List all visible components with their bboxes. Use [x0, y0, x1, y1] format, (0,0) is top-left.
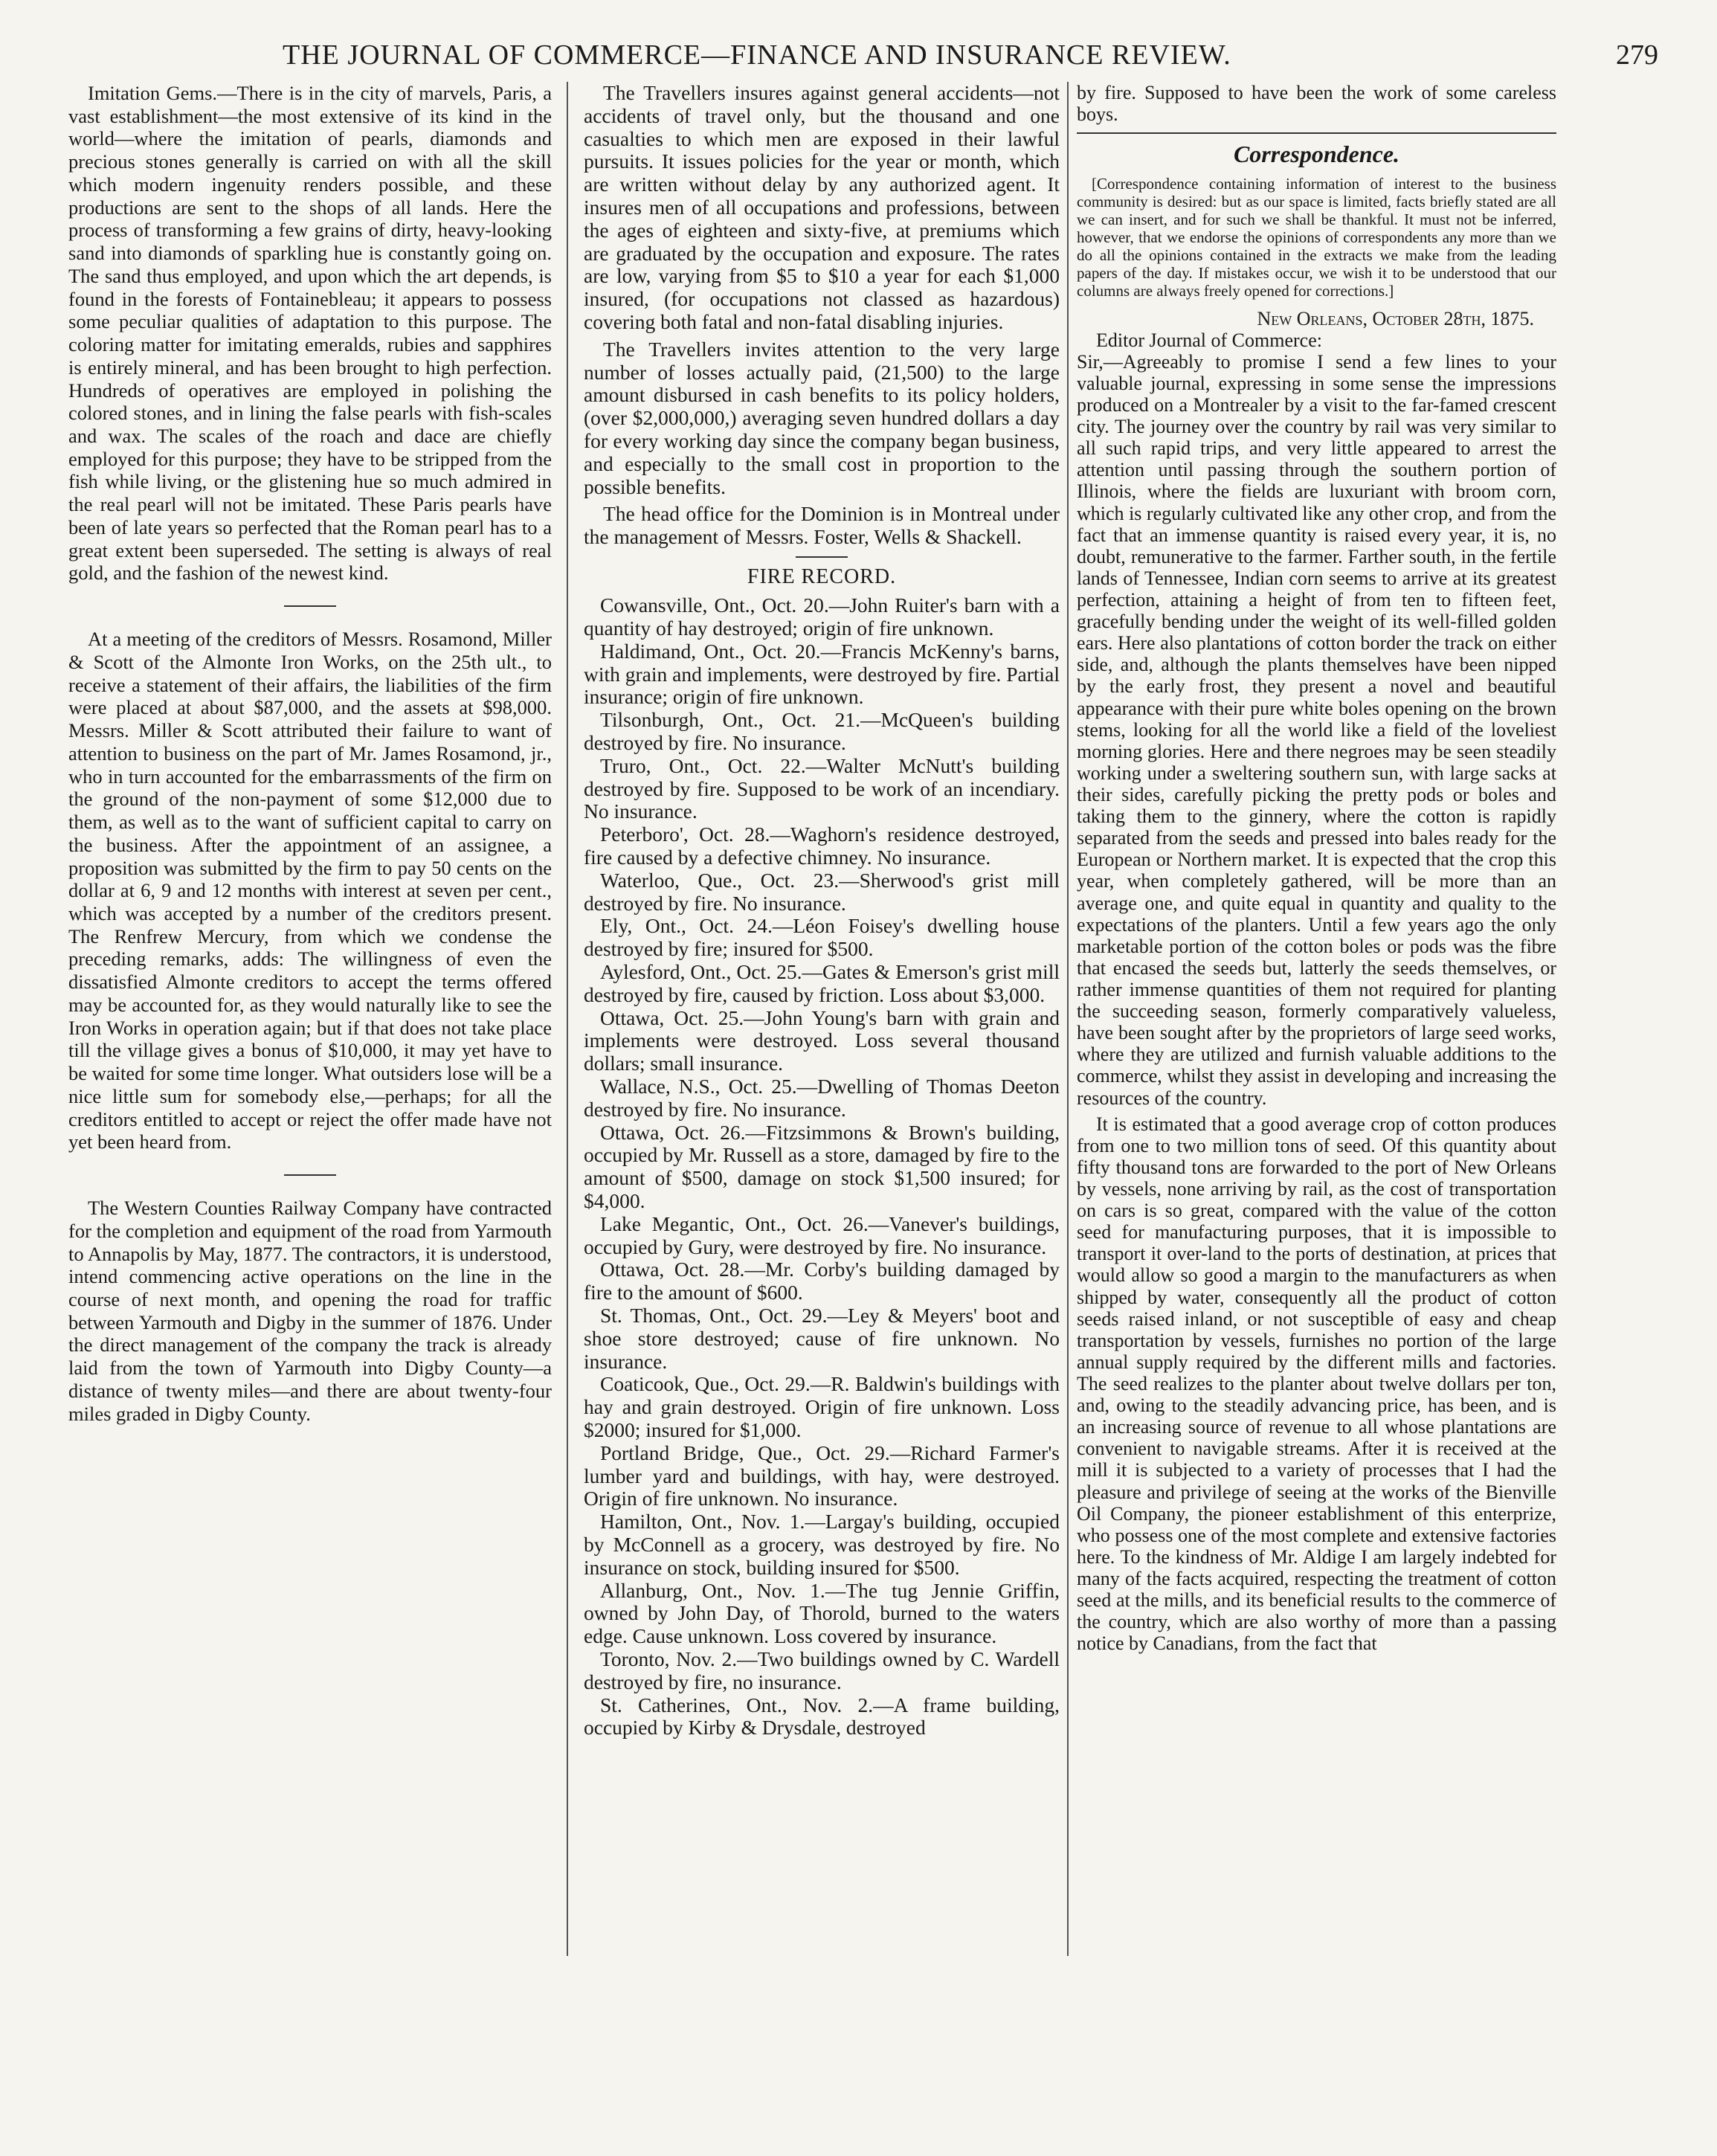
fire-record-item: Ottawa, Oct. 28.—Mr. Corby's building damaged by fire to the amount of $600. [584, 1258, 1060, 1304]
fire-record-item: Waterloo, Que., Oct. 23.—Sherwood's grist mill destroyed by fire. No insurance. [584, 868, 1060, 915]
fire-record-item: Haldimand, Ont., Oct. 20.—Francis McKenny's barns, with grain and implements, were destroyed by fire. Partial insurance; origin of fire unknown. [584, 639, 1060, 709]
correspondence-title: Correspondence. [1233, 141, 1400, 168]
divider [284, 605, 336, 607]
fire-record-item: St. Catherines, Ont., Nov. 2.—A frame building, occupied by Kirby & Drysdale, destroyed [584, 1693, 1060, 1740]
article-imitation-gems: Imitation Gems.—There is in the city of marvels, Paris, a vast establishment—the most extensive of its kind in the world—where the imitation of pearls, diamonds and precious stones generally is carried on with all the skill which modern ingenuity renders possible, and these productions are sent to the shops of all lands. Here the process of transforming a few grains of dirty, heavy-looking sand into diamonds of sparkling hue is constantly going on. The sand thus employed, and upon which the art depends, is found in the forests of Fontainebleau; it appears to possess some peculiar qualities of adaptation to this purpose. The coloring matter for imitating emeralds, rubies and sapphires is entirely mineral, and has been brought to high perfection. Hundreds of operatives are employed in polishing the colored stones, and in lining the false pearls with fish-scales and wax. The scales of the roach and dace are chiefly employed for this purpose; they have to be stripped from the fish while living, or the glistening hue so much admired in the real pearl will not be imitated. These Paris pearls have been of late years so perfected that the Roman pearl has to a great extent been superseded. The setting is always of real gold, and the fashion of the newest kind. [68, 82, 552, 585]
divider [796, 556, 848, 558]
fire-record-item: Hamilton, Ont., Nov. 1.—Largay's building, occupied by McConnell as a grocery, was destroyed by fire. No insurance on stock, building insured for $500. [584, 1510, 1060, 1579]
column-1 [68, 82, 552, 1429]
fire-record-continuation: by fire. Supposed to have been the work of some careless boys. [1077, 82, 1556, 126]
letter-paragraph-2: It is estimated that a good average crop of cotton produces from one to two million tons of seed. Of this quantity about fifty thousand tons are forwarded to the port of New Orleans by vessels, none arriving by rail, as the cost of transportation on cars is so great, compared with the value of the cotton seed for manufacturing purposes, that it is impossible to transport it over-land to the ports of destination, at prices that would allow so good a margin to the manufacturers as when shipped by water, consequently all the product of cotton seeds raised inland, or not susceptible of easy and cheap transportation by vessels, furnishes no portion of the large annual supply required by the different mills and factories. The seed realizes to the planter about twelve dollars per ton, and, owing to the steadily advancing price, has been, and is an increasing source of revenue to all whose plantations are convenient to navigable streams. After it is received at the mill it is subjected to a variety of processes that I had the pleasure and privilege of seeing at the works of the Bienville Oil Company, the pioneer establishment of this enterprize, who possess one of the most complete and extensive factories here. To the kindness of Mr. Aldige I am largely indebted for many of the facts acquired, respecting the treatment of cotton seed at the mills, and its beneficial results to the commerce of the country, which are also worthy of more than a passing notice by Canadians, from the fact that [1077, 1113, 1556, 1655]
letter-paragraph-1: Sir,—Agreeably to promise I send a few lines to your valuable journal, expressing in some sense the impressions produced on a Montrealer by a visit to the far-famed crescent city. The journey over the country by rail was very similar to all such rapid trips, and very little appeared to arrest the attention until passing through the southern portion of Illinois, where the fields are luxuriant with broom corn, which is regularly cultivated like any other crop, and from the fact that an immense quantity is raised every year, it is, no doubt, remunerative to the farmer. Farther south, in the fertile lands of Tennessee, Indian corn seems to arrive at its greatest perfection, attaining a height of from ten to fifteen feet, gracefully bending under the weight of its well-filled golden ears. Here also plantations of cotton border the track on either side, and, although the plants themselves have been nipped by the early frost, they present a novel and beautiful appearance with their pure white boles opening on the brown stems, looking for all the world like a field of the loveliest morning glories. Here and there negroes may be seen steadily working under a sweltering southern sun, with large sacks at their sides, carefully picking the pretty pods or boles and taking them to the ginnery, where the cotton is rapidly separated from the seeds and pressed into bales ready for the European or Northern market. It is expected that the crop this year, when completely gathered, will be more than an average one, and quite equal in quantity and quality to the expectations of the planters. Until a few years ago the only marketable portion of the cotton boles or pods was the fibre that encased the seeds but, latterly the seeds themselves, or rather immense quantities of them not required for planting the succeeding season, formerly comparatively valueless, have been sought after by the proprietors of large seed works, where they are utilized and furnish valuable additions to the commerce, whilst they assist in developing and increasing the resources of the country. [1077, 350, 1556, 1109]
letter-dateline: New Orleans, October 28th, 1875. [1257, 307, 1534, 329]
fire-record-item: Lake Megantic, Ont., Oct. 26.—Vanever's buildings, occupied by Gury, were destroyed by fire. No insurance. [584, 1211, 1060, 1258]
page-number: 279 [1616, 39, 1658, 71]
fire-record-item: Ottawa, Oct. 25.—John Young's barn with grain and implements were destroyed. Loss several thousand dollars; small insurance. [584, 1005, 1060, 1075]
fire-record-item: Ottawa, Oct. 26.—Fitzsimmons & Brown's building, occupied by Mr. Russell as a store, damaged by fire to the amount of $500, damage on stock $1,500 insured; for $4,000. [584, 1120, 1060, 1213]
column-2 [584, 82, 1060, 1740]
running-head: THE JOURNAL OF COMMERCE—FINANCE AND INSURANCE REVIEW. [283, 39, 1231, 71]
column-rule-2 [1067, 82, 1069, 1956]
fire-record-title: FIRE RECORD. [747, 564, 897, 588]
article-almonte-iron-works: At a meeting of the creditors of Messrs. Rosamond, Miller & Scott of the Almonte Iron Works, on the 25th ult., to receive a statement of their affairs, the liabilities of the firm were placed at about $87,000, and the assets at $98,000. Messrs. Miller & Scott attributed their failure to want of attention to business on the part of Mr. James Rosamond, jr., who in turn accounted for the embarrassments of the firm on the ground of the non-payment of some $12,000 due to them, as well as to the want of sufficient capital to carry on the business. After the appointment of an assignee, a proposition was submitted by the firm to pay 50 cents on the dollar at 6, 9 and 12 months with interest at seven per cent., which was accepted by a number of the creditors present. The Renfrew Mercury, from which we condense the preceding remarks, adds: The willingness of even the dissatisfied Almonte creditors to accept the terms offered may be accounted for, as they would naturally like to see the Iron Works in operation again; but if that does not take place till the village gives a bonus of $10,000, it may yet have to be waited for some time longer. What outsiders lose will be a nice little sum for somebody else,—perhaps; for all the creditors entitled to accept or reject the offer made have not yet been heard from. [68, 628, 552, 1153]
letter-salutation: Editor Journal of Commerce: [1096, 329, 1322, 351]
fire-record-item: Wallace, N.S., Oct. 25.—Dwelling of Thomas Deeton destroyed by fire. No insurance. [584, 1075, 1060, 1121]
fire-record-item: Aylesford, Ont., Oct. 25.—Gates & Emerson's grist mill destroyed by fire, caused by friction. Loss about $3,000. [584, 960, 1060, 1006]
divider [284, 1174, 336, 1176]
column-3 [1077, 82, 1556, 1658]
correspondence-note: [Correspondence containing information of interest to the business community is desired: but as our space is limited, facts briefly stated are all we can insert, and for such we shall be thankful. It must not be inferred, however, that we endorse the opinions of correspondents any more than we do all the opinions contained in the extracts we make from the leading papers of the day. If mistakes occur, we wish it to be understood that our columns are always freely opened for corrections.] [1077, 175, 1556, 300]
column-rule-1 [567, 82, 568, 1956]
fire-record-item: Allanburg, Ont., Nov. 1.—The tug Jennie Griffin, owned by John Day, of Thorold, burned to the waters edge. Cause unknown. Loss covered by insurance. [584, 1578, 1060, 1648]
article-travellers-1: The Travellers insures against general accidents—not accidents of travel only, but the thousand and one casualties to which men are exposed in their lawful pursuits. It issues policies for the year or month, which are written without delay by any authorized agent. It insures men of all occupations and professions, between the ages of eighteen and sixty-five, at premiums which are graduated by the occupation and exposure. The rates are low, varying from $5 to $10 a year for each $1,000 insured, (for occupations not classed as hazardous) covering both fatal and non-fatal disabling injuries. [584, 81, 1060, 333]
fire-record-item: Toronto, Nov. 2.—Two buildings owned by C. Wardell destroyed by fire, no insurance. [584, 1647, 1060, 1693]
divider [1077, 132, 1556, 134]
fire-record-item: Tilsonburgh, Ont., Oct. 21.—McQueen's building destroyed by fire. No insurance. [584, 708, 1060, 755]
article-western-counties-railway: The Western Counties Railway Company have contracted for the completion and equipment of the road from Yarmouth to Annapolis by May, 1877. The contractors, it is understood, intend commencing active operations on the line in the course of next month, and opening the road for traffic between Yarmouth and Digby in the summer of 1876. Under the direct management of the company the track is already laid from the town of Yarmouth into Digby County—a distance of twenty miles—and there are about twenty-four miles graded in Digby County. [68, 1197, 552, 1425]
fire-record-item: Peterboro', Oct. 28.—Waghorn's residence destroyed, fire caused by a defective chimney. No insurance. [584, 823, 1060, 869]
page-header [59, 39, 1658, 83]
article-travellers-3: The head office for the Dominion is in Montreal under the management of Messrs. Foster, Wells & Shackell. [584, 502, 1060, 549]
fire-record-list [584, 594, 1060, 1740]
fire-record-item: Ely, Ont., Oct. 24.—Léon Foisey's dwelling house destroyed by fire; insured for $500. [584, 914, 1060, 961]
fire-record-item: Portland Bridge, Que., Oct. 29.—Richard Farmer's lumber yard and buildings, with hay, were destroyed. Origin of fire unknown. No insurance. [584, 1441, 1060, 1510]
fire-record-item: Truro, Ont., Oct. 22.—Walter McNutt's building destroyed by fire. Supposed to be work of an incendiary. No insurance. [584, 753, 1060, 823]
fire-record-item: Cowansville, Ont., Oct. 20.—John Ruiter's barn with a quantity of hay destroyed; origin of fire unknown. [584, 593, 1060, 640]
fire-record-item: St. Thomas, Ont., Oct. 29.—Ley & Meyers' boot and shoe store destroyed; cause of fire unknown. No insurance. [584, 1304, 1060, 1373]
article-travellers-2: The Travellers invites attention to the very large number of losses actually paid, (21,500) to the large amount disbursed in cash benefits to its policy holders, (over $2,000,000,) averaging seven hundred dollars a day for every working day since the company began business, and especially to the small cost in proportion to the possible benefits. [584, 337, 1060, 498]
fire-record-item: Coaticook, Que., Oct. 29.—R. Baldwin's buildings with hay and grain destroyed. Origin of fire unknown. Loss $2000; insured for $1,000. [584, 1372, 1060, 1441]
